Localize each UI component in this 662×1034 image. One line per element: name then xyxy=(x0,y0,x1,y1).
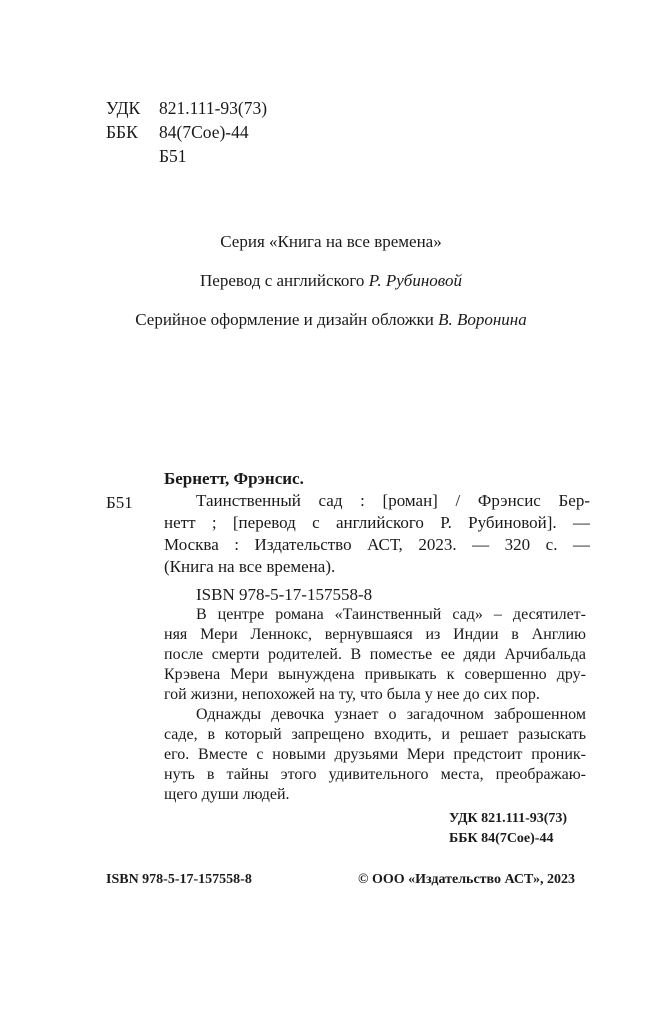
translation-line xyxy=(0,271,662,291)
footer-bbk: ББК 84(7Сое)-44 xyxy=(449,831,554,846)
bbk-value: 84(7Сое)-44 xyxy=(159,122,249,142)
series-line: Серия «Книга на все времена» xyxy=(220,232,442,251)
annotation-line: Крэвена Мери вынуждена привыкать к совершенно дру- xyxy=(164,666,586,683)
annotation-line: гой жизни, непохожей на ту, что была у нее до сих пор. xyxy=(164,686,540,703)
record-line: нетт ; [перевод с английского Р. Рубиновой]. — xyxy=(164,513,590,532)
design-prefix: Серийное оформление и дизайн обложки xyxy=(135,310,439,329)
bbk-label: ББК xyxy=(106,122,138,142)
translator-name: Р. Рубиновой xyxy=(368,271,462,290)
annotation-line: В центре романа «Таинственный сад» – десятилет- xyxy=(196,606,586,623)
bbk-row xyxy=(106,120,267,144)
record-isbn: ISBN 978-5-17-157558-8 xyxy=(196,585,373,604)
footer-isbn: ISBN 978-5-17-157558-8 xyxy=(106,872,252,887)
record-line: Москва : Издательство АСТ, 2023. — 320 с. — xyxy=(164,535,590,554)
udk-row xyxy=(106,96,267,120)
footer-udk: УДК 821.111-93(73) xyxy=(449,811,568,826)
annotation-line: щего души людей. xyxy=(164,786,290,803)
record-line: Таинственный сад : [роман] / Фрэнсис Бер- xyxy=(196,491,590,510)
classification-block xyxy=(106,96,267,168)
annotation-line: Однажды девочка узнает о загадочном заброшенном xyxy=(196,706,586,723)
udk-value: 821.111-93(73) xyxy=(159,98,268,118)
design-line xyxy=(0,310,662,330)
annotation-line: нуть в тайны этого удивительного места, преображаю- xyxy=(164,766,586,783)
annotation-line: саде, в который запрещено входить, и решает разыскать xyxy=(164,726,586,743)
udk-label: УДК xyxy=(106,98,141,118)
footer-copyright: © ООО «Издательство АСТ», 2023 xyxy=(358,872,576,887)
author-mark: Б51 xyxy=(159,146,187,166)
record-line: (Книга на все времена). xyxy=(164,557,336,576)
annotation-line: няя Мери Леннокс, вернувшаяся из Индии в Англию xyxy=(164,626,586,643)
designer-name: В. Воронина xyxy=(438,310,527,329)
annotation xyxy=(164,605,586,805)
record-author: Бернетт, Фрэнсис. xyxy=(164,469,304,488)
record-author-mark: Б51 xyxy=(106,493,133,512)
annotation-line: его. Вместе с новыми друзьями Мери предстоит проник- xyxy=(164,746,586,763)
translation-prefix: Перевод с английского xyxy=(200,271,369,290)
author-mark-row xyxy=(106,144,267,168)
annotation-line: после смерти родителей. В поместье ее дяди Арчибальда xyxy=(164,646,586,663)
